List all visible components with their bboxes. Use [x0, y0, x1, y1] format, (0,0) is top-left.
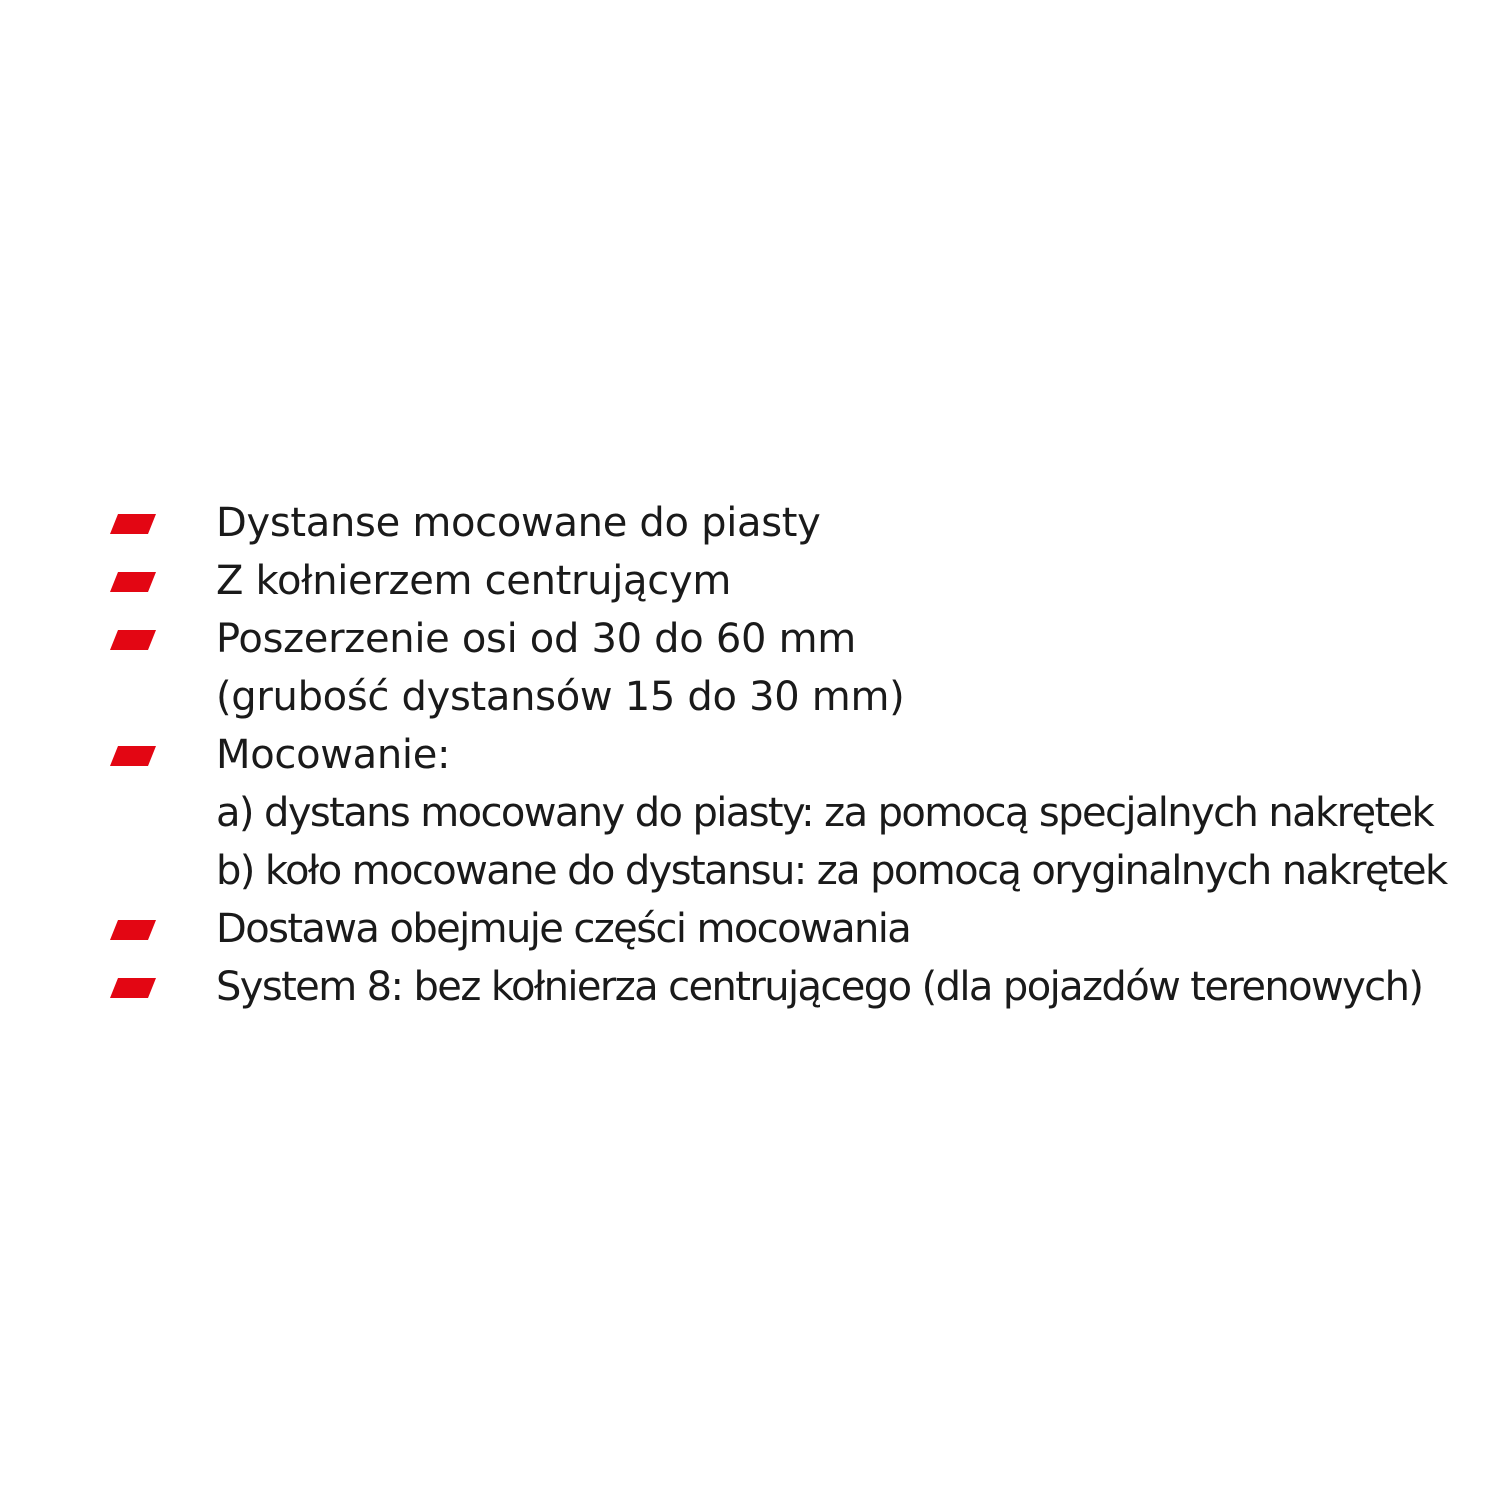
feature-line: Z kołnierzem centrującym	[216, 558, 731, 604]
feature-line: Poszerzenie osi od 30 do 60 mm	[216, 616, 856, 662]
feature-line: Mocowanie:	[216, 732, 451, 778]
feature-line: Dystanse mocowane do piasty	[216, 500, 821, 546]
bullet-icon	[110, 572, 156, 592]
bullet-shape	[110, 514, 156, 534]
bullet-icon	[110, 630, 156, 650]
feature-text	[216, 610, 1480, 726]
feature-text	[216, 552, 1480, 610]
feature-subline: a) dystans mocowany do piasty: za pomocą specjalnych nakrętek	[216, 790, 1434, 836]
bullet-shape	[110, 630, 156, 650]
feature-item	[110, 726, 1480, 900]
feature-line: Dostawa obejmuje części mocowania	[216, 906, 911, 952]
feature-item	[110, 494, 1480, 552]
bullet-icon	[110, 746, 156, 766]
feature-text	[216, 494, 1480, 552]
bullet-shape	[110, 920, 156, 940]
feature-subline: b) koło mocowane do dystansu: za pomocą oryginalnych nakrętek	[216, 848, 1447, 894]
feature-item	[110, 610, 1480, 726]
feature-item	[110, 958, 1480, 1016]
feature-line: System 8: bez kołnierza centrującego (dla pojazdów terenowych)	[216, 964, 1423, 1010]
feature-list	[110, 494, 1480, 1016]
feature-text	[216, 900, 1480, 958]
bullet-icon	[110, 514, 156, 534]
bullet-icon	[110, 978, 156, 998]
feature-subline: (grubość dystansów 15 do 30 mm)	[216, 674, 905, 720]
bullet-icon	[110, 920, 156, 940]
feature-item	[110, 900, 1480, 958]
feature-item	[110, 552, 1480, 610]
feature-text	[216, 726, 1480, 900]
feature-text	[216, 958, 1480, 1016]
bullet-shape	[110, 746, 156, 766]
bullet-shape	[110, 572, 156, 592]
bullet-shape	[110, 978, 156, 998]
